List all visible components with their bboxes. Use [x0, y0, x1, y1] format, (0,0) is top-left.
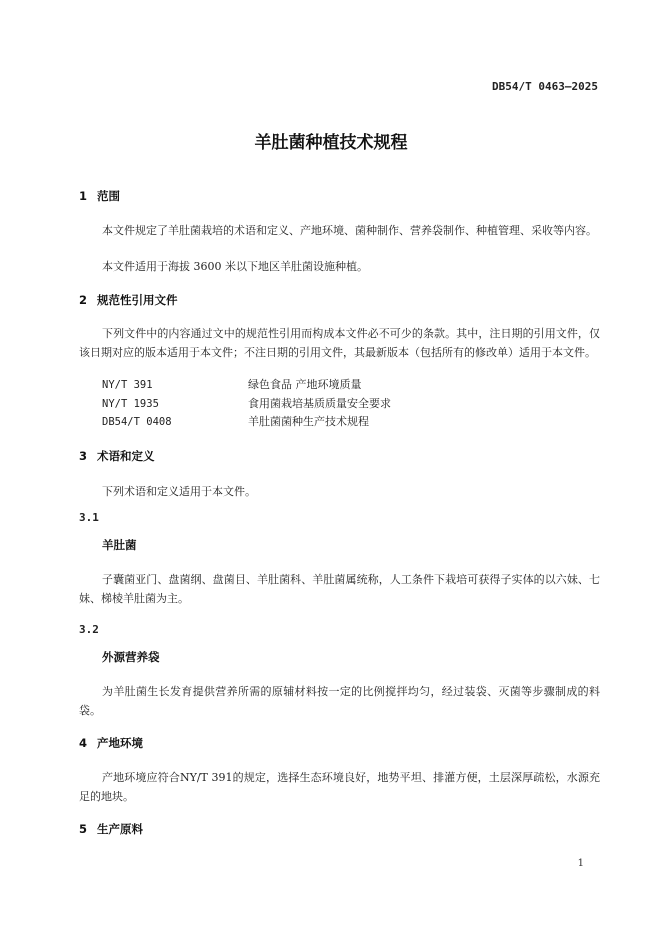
term-3-2-definition: 为羊肚菌生长发育提供营养所需的原辅材料按一定的比例搅拌均匀，经过装袋、灭菌等步骤制成的料袋。: [79, 685, 600, 717]
reference-name: 食用菌栽培基质质量安全要求: [248, 397, 391, 410]
reference-item: [102, 394, 391, 414]
section-3-paragraph-1: 下列术语和定义适用于本文件。: [102, 485, 256, 498]
term-3-1-definition: 子囊菌亚门、盘菌纲、盘菌目、羊肚菌科、羊肚菌属统称，人工条件下栽培可获得子实体的以六妹、七妹、梯棱羊肚菌为主。: [79, 573, 600, 605]
section-title: 生产原料: [97, 822, 143, 836]
standard-number: DB54/T 0463—2025: [492, 80, 598, 93]
term-3-1-title: 羊肚菌: [102, 538, 137, 552]
reference-name: 羊肚菌菌种生产技术规程: [248, 415, 369, 428]
term-3-2-title: 外源营养袋: [102, 650, 160, 664]
reference-code: NY/T 391: [102, 379, 153, 391]
reference-code: DB54/T 0408: [102, 416, 172, 428]
section-number: 2: [79, 293, 88, 307]
page-number: 1: [577, 858, 584, 869]
term-3-2-number: 3.2: [79, 623, 99, 636]
section-2-heading: [79, 292, 178, 308]
section-title: 范围: [97, 189, 120, 203]
document-title: 羊肚菌种植技术规程: [254, 133, 408, 153]
reference-code: NY/T 1935: [102, 398, 159, 410]
section-2-paragraph-1: 下列文件中的内容通过文中的规范性引用而构成本文件必不可少的条款。其中，注日期的引用文件，仅该日期对应的版本适用于本文件；不注日期的引用文件，其最新版本（包括所有的修改单）适用于本文件。: [79, 327, 600, 359]
reference-item: [102, 412, 369, 432]
reference-name: 绿色食品 产地环境质量: [248, 378, 362, 391]
section-1-paragraph-1: 本文件规定了羊肚菌栽培的术语和定义、产地环境、菌种制作、营养袋制作、种植管理、采收等内容。: [102, 224, 597, 237]
section-title: 产地环境: [97, 736, 143, 750]
section-4-paragraph-1: 产地环境应符合NY/T 391的规定，选择生态环境良好，地势平坦、排灌方便，土层深厚疏松，水源充足的地块。: [79, 771, 600, 803]
section-3-heading: [79, 448, 155, 464]
section-number: 3: [79, 449, 88, 463]
section-5-heading: [79, 821, 143, 837]
section-title: 术语和定义: [97, 449, 155, 463]
term-3-1-number: 3.1: [79, 511, 99, 524]
section-number: 5: [79, 822, 88, 836]
section-title: 规范性引用文件: [97, 293, 178, 307]
section-number: 4: [79, 736, 88, 750]
section-1-paragraph-2: 本文件适用于海拔 3600 米以下地区羊肚菌设施种植。: [102, 260, 368, 273]
section-number: 1: [79, 189, 88, 203]
section-1-heading: [79, 188, 120, 204]
reference-item: [102, 375, 362, 395]
section-4-heading: [79, 735, 143, 751]
